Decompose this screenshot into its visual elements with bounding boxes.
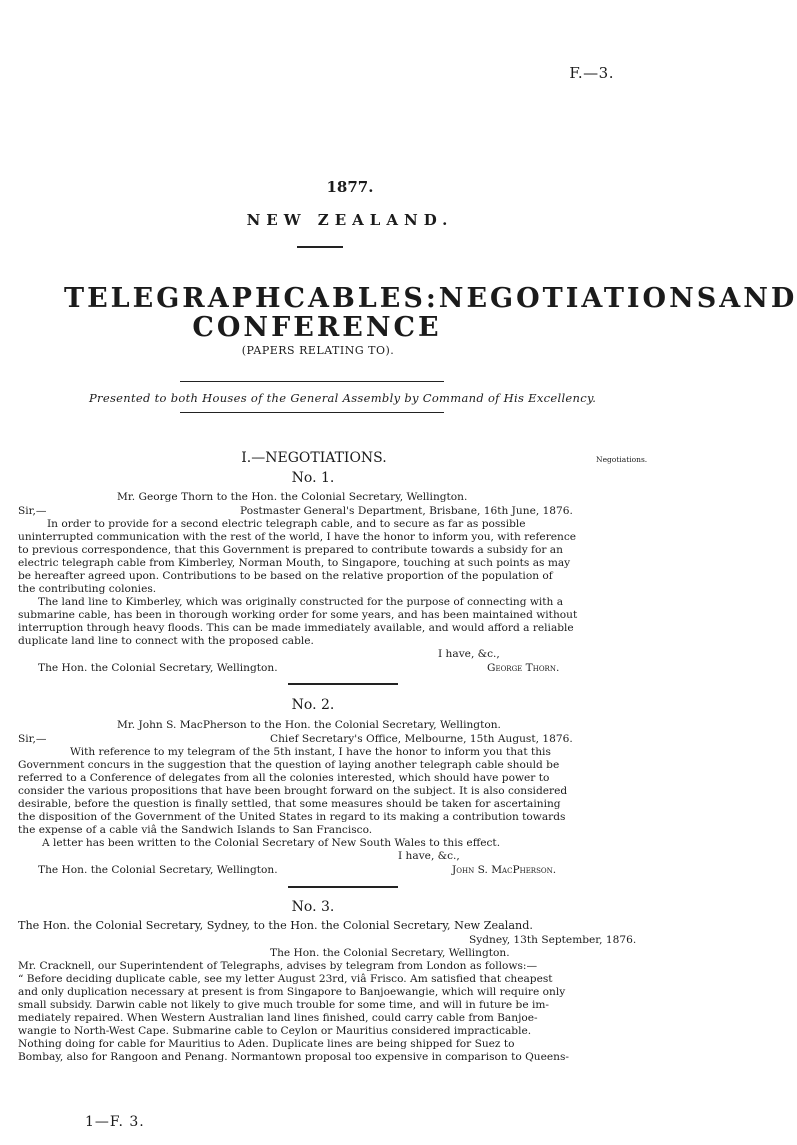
country-heading: NEW ZEALAND. — [246, 211, 454, 229]
title-word: CABLES: — [283, 283, 439, 314]
letter-address: Chief Secretary's Office, Melbourne, 15th August, 1876. — [270, 733, 573, 745]
letter-line: and only duplication necessary at present is from Singapore to Banjoewangie, which will require only — [18, 986, 566, 998]
letter-line: consider the various propositions that have been brought forward on the subject. It is also considered — [18, 785, 568, 797]
letter-line: A letter has been written to the Colonial Secretary of New South Wales to this effect. — [42, 837, 501, 849]
addressee: The Hon. the Colonial Secretary, Wellington. — [270, 947, 510, 959]
letter-line: to previous correspondence, that this Government is prepared to contribute towards a subsidy for an — [18, 544, 563, 556]
document-title — [64, 283, 797, 314]
letter-line: referred to a Conference of delegates from all the colonies interested, which should have power to — [18, 772, 550, 784]
addressee: The Hon. the Colonial Secretary, Wellington. — [38, 662, 278, 674]
divider — [288, 886, 398, 888]
letter-line: mediately repaired. When Western Australian land lines finished, could carry cable from Banjoe- — [18, 1012, 538, 1024]
letter-line: Bombay, also for Rangoon and Penang. Normantown proposal too expensive in comparison to Queens- — [18, 1051, 570, 1063]
letter-line: With reference to my telegram of the 5th instant, I have the honor to inform you that this — [70, 746, 551, 758]
letter-line: the disposition of the Government of the United States in regard to its making a contribution towards — [18, 811, 566, 823]
letter-line: desirable, before the question is finally settled, that some measures should be taken for ascertaining — [18, 798, 561, 810]
letter-number: No. 1. — [291, 470, 335, 486]
signature: George Thorn. — [487, 662, 560, 674]
letter-heading: Mr. John S. MacPherson to the Hon. the Colonial Secretary, Wellington. — [117, 719, 501, 731]
letter-heading: The Hon. the Colonial Secretary, Sydney, to the Hon. the Colonial Secretary, New Zealand. — [18, 919, 533, 932]
section-heading: I.—NEGOTIATIONS. — [241, 450, 387, 466]
divider — [180, 381, 444, 382]
title-word: NEGOTIATIONS — [438, 283, 720, 314]
signature: John S. MacPherson. — [452, 864, 557, 876]
divider — [288, 683, 398, 685]
letter-address: Postmaster General's Department, Brisbane, 16th June, 1876. — [240, 505, 573, 517]
presented-line: Presented to both Houses of the General Assembly by Command of His Excellency. — [89, 391, 597, 405]
year: 1877. — [326, 178, 374, 196]
letter-address: Sydney, 13th September, 1876. — [469, 934, 637, 946]
letter-number: No. 3. — [291, 899, 335, 915]
letter-line: uninterrupted communication with the rest of the world, I have the honor to inform you, with reference — [18, 531, 577, 543]
letter-line: interruption through heavy floods. This can be made immediately available, and would afford a reliable — [18, 622, 574, 634]
letter-line: In order to provide for a second electric telegraph cable, and to secure as far as possible — [47, 518, 526, 530]
letter-line: be hereafter agreed upon. Contributions to be based on the relative proportion of the population of — [18, 570, 553, 582]
page-code: F.—3. — [569, 64, 614, 82]
letter-line: the expense of a cable viâ the Sandwich Islands to San Francisco. — [18, 824, 373, 836]
divider — [180, 412, 444, 413]
closing: I have, &c., — [438, 648, 500, 660]
letter-line: wangie to North-West Cape. Submarine cable to Ceylon or Mauritius considered impracticable. — [18, 1025, 532, 1037]
letter-line: small subsidy. Darwin cable not likely to give much trouble for some time, and will in future be im- — [18, 999, 549, 1011]
letter-line: submarine cable, has been in thorough working order for some years, and has been maintained without — [18, 609, 578, 621]
letter-line: “ Before deciding duplicate cable, see my letter August 23rd, viâ Frisco. Am satisfied that cheapest — [18, 973, 553, 985]
addressee: The Hon. the Colonial Secretary, Wellington. — [38, 864, 278, 876]
letter-number: No. 2. — [291, 697, 335, 713]
letter-line: the contributing colonies. — [18, 583, 157, 595]
salutation: Sir,— — [18, 733, 47, 745]
title-word: AND — [719, 283, 797, 314]
letter-line: The land line to Kimberley, which was originally constructed for the purpose of connecting with a — [38, 596, 564, 608]
document-subtitle: (PAPERS RELATING TO). — [241, 344, 395, 357]
margin-note: Negotiations. — [596, 455, 648, 464]
page-marker: 1—F. 3. — [85, 1114, 145, 1130]
letter-line: Nothing doing for cable for Mauritius to Aden. Duplicate lines are being shipped for Suez to — [18, 1038, 515, 1050]
letter-line: electric telegraph cable from Kimberley, Norman Mouth, to Singapore, touching at such points as may — [18, 557, 571, 569]
letter-line: Government concurs in the suggestion that the question of laying another telegraph cable should be — [18, 759, 560, 771]
letter-line: duplicate land line to connect with the proposed cable. — [18, 635, 314, 647]
letter-heading: Mr. George Thorn to the Hon. the Colonial Secretary, Wellington. — [117, 491, 468, 503]
document-title-line2: CONFERENCE — [192, 312, 442, 343]
short-divider — [297, 246, 343, 248]
title-word: TELEGRAPH — [64, 283, 284, 314]
letter-line: Mr. Cracknell, our Superintendent of Telegraphs, advises by telegram from London as follows:— — [18, 960, 538, 972]
salutation: Sir,— — [18, 505, 47, 517]
closing: I have, &c., — [398, 850, 460, 862]
